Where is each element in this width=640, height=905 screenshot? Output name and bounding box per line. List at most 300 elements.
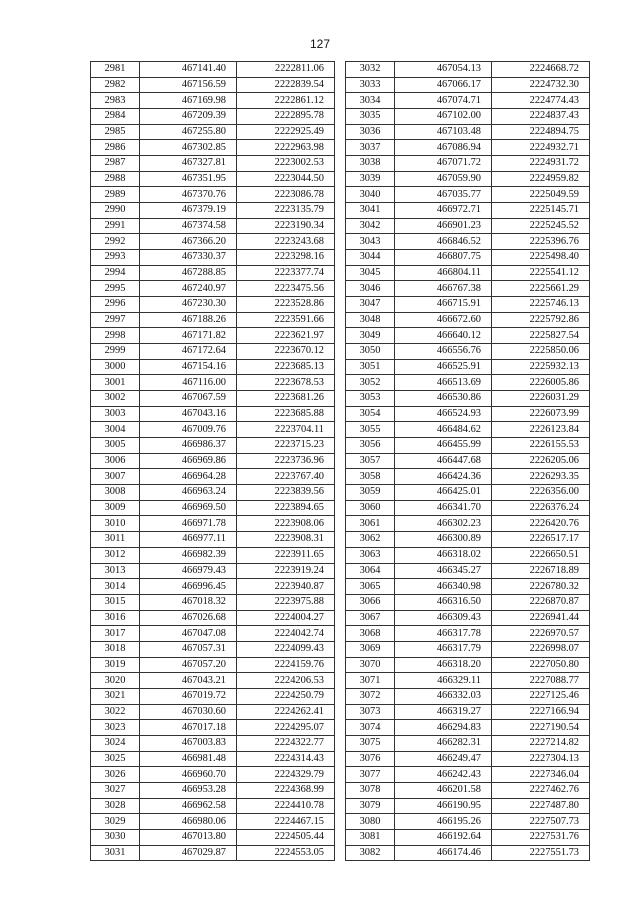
table-row [91,798,335,814]
x-coordinate-cell: 467030.60 [140,704,237,720]
y-coordinate-cell: 2223243.68 [237,234,335,250]
x-coordinate-cell: 466340.98 [395,579,492,595]
table-row [346,626,590,642]
x-coordinate-cell: 466192.64 [395,829,492,845]
point-number-cell: 3001 [91,375,140,391]
point-number-cell: 3026 [91,767,140,783]
x-coordinate-cell: 466979.43 [140,563,237,579]
point-number-cell: 3045 [346,265,395,281]
point-number-cell: 3071 [346,673,395,689]
table-row [346,500,590,516]
point-number-cell: 3037 [346,140,395,156]
y-coordinate-cell: 2223681.26 [237,391,335,407]
x-coordinate-cell: 467209.39 [140,109,237,125]
table-row [346,798,590,814]
y-coordinate-cell: 2227346.04 [492,767,590,783]
table-row [346,124,590,140]
x-coordinate-cell: 467156.59 [140,77,237,93]
table-row [91,516,335,532]
x-coordinate-cell: 467013.80 [140,829,237,845]
y-coordinate-cell: 2226941.44 [492,610,590,626]
point-number-cell: 3013 [91,563,140,579]
table-row [91,406,335,422]
x-coordinate-cell: 466971.78 [140,516,237,532]
point-number-cell: 3028 [91,798,140,814]
point-number-cell: 3018 [91,641,140,657]
point-number-cell: 3063 [346,547,395,563]
point-number-cell: 3012 [91,547,140,563]
x-coordinate-cell: 466309.43 [395,610,492,626]
table-row [91,500,335,516]
y-coordinate-cell: 2227531.76 [492,829,590,845]
table-row [91,109,335,125]
y-coordinate-cell: 2224553.05 [237,845,335,861]
x-coordinate-cell: 466640.12 [395,328,492,344]
x-coordinate-cell: 467188.26 [140,312,237,328]
x-coordinate-cell: 467116.00 [140,375,237,391]
y-coordinate-cell: 2224837.43 [492,109,590,125]
y-coordinate-cell: 2224931.72 [492,156,590,172]
point-number-cell: 3081 [346,829,395,845]
point-number-cell: 2985 [91,124,140,140]
y-coordinate-cell: 2223767.40 [237,469,335,485]
y-coordinate-cell: 2226970.57 [492,626,590,642]
y-coordinate-cell: 2223377.74 [237,265,335,281]
point-number-cell: 2995 [91,281,140,297]
table-row [91,547,335,563]
point-number-cell: 3016 [91,610,140,626]
x-coordinate-cell: 466996.45 [140,579,237,595]
table-row [346,375,590,391]
x-coordinate-cell: 467370.76 [140,187,237,203]
y-coordinate-cell: 2223715.23 [237,438,335,454]
point-number-cell: 3021 [91,688,140,704]
y-coordinate-cell: 2225498.40 [492,250,590,266]
y-coordinate-cell: 2226718.89 [492,563,590,579]
point-number-cell: 3038 [346,156,395,172]
y-coordinate-cell: 2227050.80 [492,657,590,673]
y-coordinate-cell: 2227166.94 [492,704,590,720]
point-number-cell: 3024 [91,735,140,751]
point-number-cell: 3078 [346,782,395,798]
table-row [91,469,335,485]
table-row [346,720,590,736]
x-coordinate-cell: 466556.76 [395,344,492,360]
point-number-cell: 3069 [346,641,395,657]
y-coordinate-cell: 2223528.86 [237,297,335,313]
table-row [91,845,335,861]
point-number-cell: 3066 [346,594,395,610]
table-row [91,140,335,156]
table-row [91,328,335,344]
table-row [346,688,590,704]
point-number-cell: 3011 [91,532,140,548]
table-row [91,77,335,93]
y-coordinate-cell: 2227190.54 [492,720,590,736]
table-row [91,751,335,767]
x-coordinate-cell: 467074.71 [395,93,492,109]
y-coordinate-cell: 2223919.24 [237,563,335,579]
y-coordinate-cell: 2223190.34 [237,218,335,234]
point-number-cell: 3039 [346,171,395,187]
x-coordinate-cell: 466300.89 [395,532,492,548]
y-coordinate-cell: 2223908.06 [237,516,335,532]
x-coordinate-cell: 467103.48 [395,124,492,140]
x-coordinate-cell: 466962.58 [140,798,237,814]
x-coordinate-cell: 466901.23 [395,218,492,234]
y-coordinate-cell: 2225661.29 [492,281,590,297]
x-coordinate-cell: 466242.43 [395,767,492,783]
x-coordinate-cell: 466316.50 [395,594,492,610]
x-coordinate-cell: 466319.27 [395,704,492,720]
point-number-cell: 3056 [346,438,395,454]
x-coordinate-cell: 466201.58 [395,782,492,798]
point-number-cell: 2989 [91,187,140,203]
y-coordinate-cell: 2226998.07 [492,641,590,657]
y-coordinate-cell: 2226293.35 [492,469,590,485]
x-coordinate-cell: 467018.32 [140,594,237,610]
y-coordinate-cell: 2226031.29 [492,391,590,407]
table-row [346,203,590,219]
y-coordinate-cell: 2224959.82 [492,171,590,187]
x-coordinate-cell: 467230.30 [140,297,237,313]
y-coordinate-cell: 2227487.80 [492,798,590,814]
point-number-cell: 3041 [346,203,395,219]
y-coordinate-cell: 2225541.12 [492,265,590,281]
point-number-cell: 3075 [346,735,395,751]
point-number-cell: 3073 [346,704,395,720]
point-number-cell: 2999 [91,344,140,360]
point-number-cell: 2993 [91,250,140,266]
table-row [346,532,590,548]
point-number-cell: 3060 [346,500,395,516]
y-coordinate-cell: 2224774.43 [492,93,590,109]
table-row [346,406,590,422]
table-row [91,312,335,328]
x-coordinate-cell: 467071.72 [395,156,492,172]
x-coordinate-cell: 467366.20 [140,234,237,250]
point-number-cell: 3048 [346,312,395,328]
table-row [346,265,590,281]
table-row [91,767,335,783]
table-row [346,751,590,767]
x-coordinate-cell: 466525.91 [395,359,492,375]
point-number-cell: 3053 [346,391,395,407]
y-coordinate-cell: 2226356.00 [492,485,590,501]
point-number-cell: 3005 [91,438,140,454]
y-coordinate-cell: 2225827.54 [492,328,590,344]
table-row [346,93,590,109]
table-row [91,673,335,689]
y-coordinate-cell: 2223839.56 [237,485,335,501]
x-coordinate-cell: 466249.47 [395,751,492,767]
y-coordinate-cell: 2224004.27 [237,610,335,626]
y-coordinate-cell: 2227304.13 [492,751,590,767]
table-row [346,438,590,454]
point-number-cell: 2998 [91,328,140,344]
x-coordinate-cell: 467169.98 [140,93,237,109]
y-coordinate-cell: 2226205.06 [492,453,590,469]
point-number-cell: 3008 [91,485,140,501]
y-coordinate-cell: 2223736.96 [237,453,335,469]
table-row [346,453,590,469]
y-coordinate-cell: 2224314.43 [237,751,335,767]
point-number-cell: 3017 [91,626,140,642]
point-number-cell: 3033 [346,77,395,93]
point-number-cell: 3030 [91,829,140,845]
y-coordinate-cell: 2222925.49 [237,124,335,140]
table-row [346,62,590,78]
y-coordinate-cell: 2223908.31 [237,532,335,548]
point-number-cell: 3009 [91,500,140,516]
y-coordinate-cell: 2225792.86 [492,312,590,328]
x-coordinate-cell: 466302.23 [395,516,492,532]
table-row [346,673,590,689]
table-row [346,485,590,501]
y-coordinate-cell: 2227088.77 [492,673,590,689]
point-number-cell: 3062 [346,532,395,548]
x-coordinate-cell: 466980.06 [140,814,237,830]
table-row [91,626,335,642]
x-coordinate-cell: 466329.11 [395,673,492,689]
point-number-cell: 3049 [346,328,395,344]
x-coordinate-cell: 467330.37 [140,250,237,266]
table-row [91,438,335,454]
table-row [346,234,590,250]
x-coordinate-cell: 466318.02 [395,547,492,563]
y-coordinate-cell: 2225932.13 [492,359,590,375]
x-coordinate-cell: 466969.50 [140,500,237,516]
table-row [91,171,335,187]
point-number-cell: 2997 [91,312,140,328]
table-row [91,532,335,548]
x-coordinate-cell: 467029.87 [140,845,237,861]
table-row [91,203,335,219]
y-coordinate-cell: 2225245.52 [492,218,590,234]
y-coordinate-cell: 2224505.44 [237,829,335,845]
table-row [91,657,335,673]
table-row [91,218,335,234]
point-number-cell: 3055 [346,422,395,438]
table-row [91,641,335,657]
table-row [91,829,335,845]
x-coordinate-cell: 466846.52 [395,234,492,250]
table-row [91,594,335,610]
y-coordinate-cell: 2223044.50 [237,171,335,187]
point-number-cell: 3059 [346,485,395,501]
point-number-cell: 2982 [91,77,140,93]
x-coordinate-cell: 466672.60 [395,312,492,328]
table-row [91,187,335,203]
table-row [346,344,590,360]
table-row [346,657,590,673]
point-number-cell: 2987 [91,156,140,172]
y-coordinate-cell: 2225049.59 [492,187,590,203]
table-row [346,563,590,579]
table-row [91,704,335,720]
y-coordinate-cell: 2224894.75 [492,124,590,140]
y-coordinate-cell: 2226005.86 [492,375,590,391]
table-row [91,579,335,595]
point-number-cell: 2992 [91,234,140,250]
x-coordinate-cell: 466953.28 [140,782,237,798]
y-coordinate-cell: 2227462.76 [492,782,590,798]
y-coordinate-cell: 2223678.53 [237,375,335,391]
point-number-cell: 3025 [91,751,140,767]
table-row [346,641,590,657]
point-number-cell: 3070 [346,657,395,673]
y-coordinate-cell: 2227507.73 [492,814,590,830]
y-coordinate-cell: 2223940.87 [237,579,335,595]
y-coordinate-cell: 2224467.15 [237,814,335,830]
x-coordinate-cell: 467171.82 [140,328,237,344]
point-number-cell: 3007 [91,469,140,485]
table-row [91,344,335,360]
y-coordinate-cell: 2223002.53 [237,156,335,172]
y-coordinate-cell: 2224159.76 [237,657,335,673]
y-coordinate-cell: 2224262.41 [237,704,335,720]
point-number-cell: 3022 [91,704,140,720]
y-coordinate-cell: 2226420.76 [492,516,590,532]
x-coordinate-cell: 467351.95 [140,171,237,187]
y-coordinate-cell: 2225396.76 [492,234,590,250]
y-coordinate-cell: 2226073.99 [492,406,590,422]
point-number-cell: 3080 [346,814,395,830]
table-row [346,814,590,830]
point-number-cell: 3015 [91,594,140,610]
point-number-cell: 2991 [91,218,140,234]
x-coordinate-cell: 467102.00 [395,109,492,125]
table-row [91,156,335,172]
x-coordinate-cell: 467154.16 [140,359,237,375]
x-coordinate-cell: 467003.83 [140,735,237,751]
x-coordinate-cell: 466964.28 [140,469,237,485]
x-coordinate-cell: 467035.77 [395,187,492,203]
x-coordinate-cell: 466484.62 [395,422,492,438]
coordinates-table-right [345,61,590,861]
table-row [346,594,590,610]
x-coordinate-cell: 467019.72 [140,688,237,704]
x-coordinate-cell: 467379.19 [140,203,237,219]
y-coordinate-cell: 2225746.13 [492,297,590,313]
y-coordinate-cell: 2223704.11 [237,422,335,438]
x-coordinate-cell: 466981.48 [140,751,237,767]
table-row [346,77,590,93]
point-number-cell: 3076 [346,751,395,767]
point-number-cell: 3068 [346,626,395,642]
x-coordinate-cell: 467043.16 [140,406,237,422]
table-row [91,610,335,626]
point-number-cell: 3065 [346,579,395,595]
y-coordinate-cell: 2223670.12 [237,344,335,360]
point-number-cell: 3046 [346,281,395,297]
y-coordinate-cell: 2227551.73 [492,845,590,861]
table-row [346,469,590,485]
table-row [346,281,590,297]
x-coordinate-cell: 467057.31 [140,641,237,657]
x-coordinate-cell: 467026.68 [140,610,237,626]
y-coordinate-cell: 2222895.78 [237,109,335,125]
x-coordinate-cell: 466282.31 [395,735,492,751]
y-coordinate-cell: 2223685.88 [237,406,335,422]
table-row [346,250,590,266]
point-number-cell: 3019 [91,657,140,673]
table-row [91,250,335,266]
table-row [346,218,590,234]
y-coordinate-cell: 2223086.78 [237,187,335,203]
x-coordinate-cell: 466174.46 [395,845,492,861]
y-coordinate-cell: 2225850.06 [492,344,590,360]
point-number-cell: 3034 [346,93,395,109]
y-coordinate-cell: 2222861.12 [237,93,335,109]
x-coordinate-cell: 466969.86 [140,453,237,469]
point-number-cell: 2983 [91,93,140,109]
point-number-cell: 2984 [91,109,140,125]
point-number-cell: 3058 [346,469,395,485]
y-coordinate-cell: 2222963.98 [237,140,335,156]
table-row [346,297,590,313]
x-coordinate-cell: 466195.26 [395,814,492,830]
y-coordinate-cell: 2224329.79 [237,767,335,783]
point-number-cell: 3082 [346,845,395,861]
x-coordinate-cell: 467374.58 [140,218,237,234]
y-coordinate-cell: 2226517.17 [492,532,590,548]
x-coordinate-cell: 466715.91 [395,297,492,313]
table-row [346,109,590,125]
x-coordinate-cell: 466317.79 [395,641,492,657]
y-coordinate-cell: 2227214.82 [492,735,590,751]
x-coordinate-cell: 467059.90 [395,171,492,187]
table-row [346,328,590,344]
table-row [346,156,590,172]
table-row [91,62,335,78]
table-row [346,391,590,407]
x-coordinate-cell: 467054.13 [395,62,492,78]
x-coordinate-cell: 466960.70 [140,767,237,783]
y-coordinate-cell: 2226870.87 [492,594,590,610]
table-row [346,704,590,720]
point-number-cell: 3032 [346,62,395,78]
x-coordinate-cell: 467017.18 [140,720,237,736]
y-coordinate-cell: 2223685.13 [237,359,335,375]
y-coordinate-cell: 2224042.74 [237,626,335,642]
y-coordinate-cell: 2224206.53 [237,673,335,689]
y-coordinate-cell: 2226780.32 [492,579,590,595]
table-row [91,265,335,281]
point-number-cell: 3050 [346,344,395,360]
y-coordinate-cell: 2224099.43 [237,641,335,657]
point-number-cell: 3052 [346,375,395,391]
x-coordinate-cell: 466294.83 [395,720,492,736]
x-coordinate-cell: 467255.80 [140,124,237,140]
point-number-cell: 3051 [346,359,395,375]
point-number-cell: 3057 [346,453,395,469]
table-row [91,391,335,407]
x-coordinate-cell: 466318.20 [395,657,492,673]
table-row [346,140,590,156]
point-number-cell: 3067 [346,610,395,626]
table-row [91,124,335,140]
y-coordinate-cell: 2224410.78 [237,798,335,814]
point-number-cell: 3040 [346,187,395,203]
table-row [91,485,335,501]
x-coordinate-cell: 467066.17 [395,77,492,93]
table-row [91,688,335,704]
point-number-cell: 3043 [346,234,395,250]
y-coordinate-cell: 2224322.77 [237,735,335,751]
table-row [91,720,335,736]
y-coordinate-cell: 2223135.79 [237,203,335,219]
